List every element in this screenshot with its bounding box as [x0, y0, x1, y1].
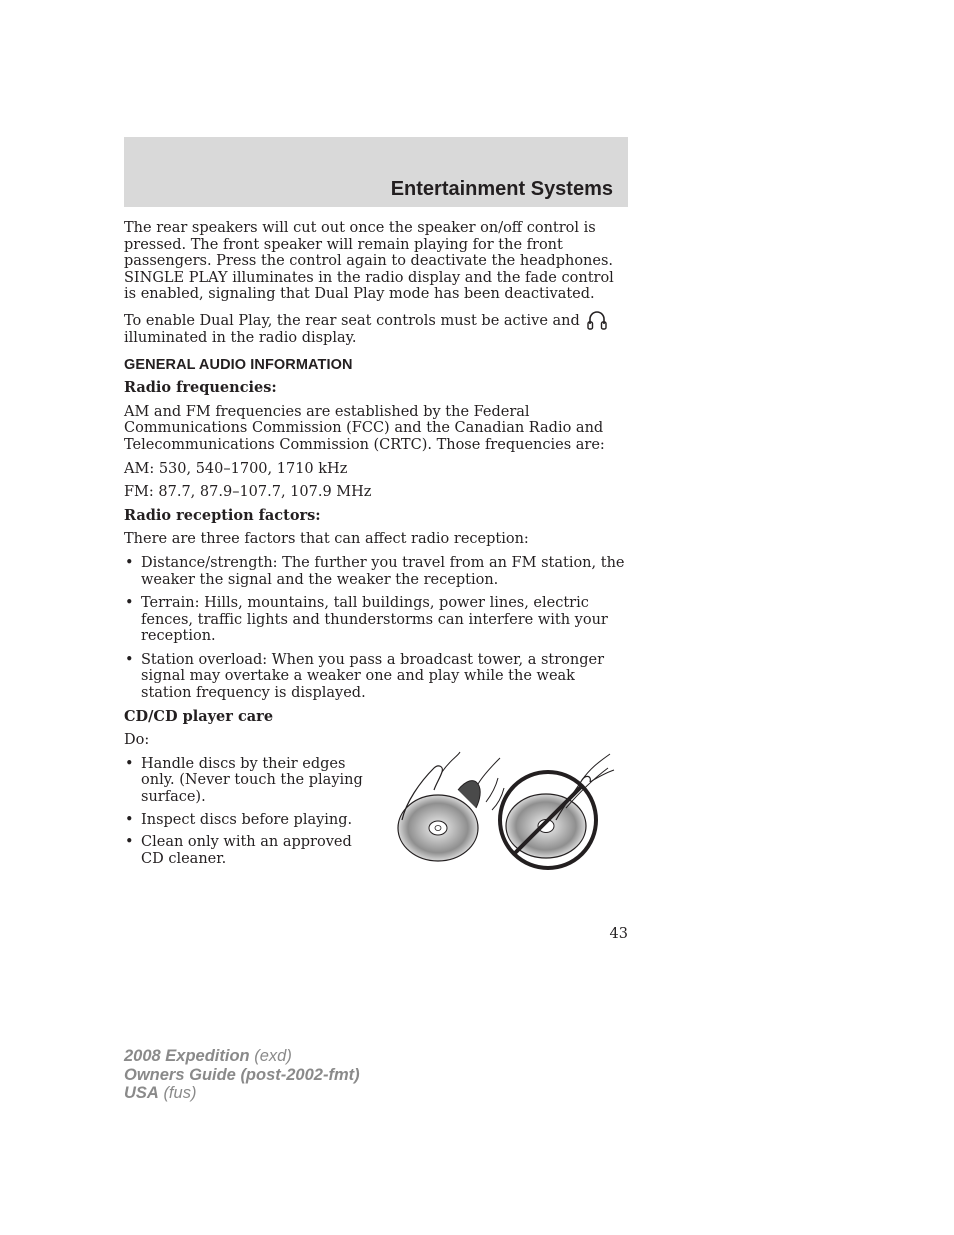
- footer-model: 2008 Expedition: [124, 1047, 250, 1065]
- list-item: [124, 812, 374, 829]
- paragraph-speakers: The rear speakers will cut out once the speaker on/off control is pressed. The front speaker will remain playing for the front passengers. Press the control again to deactivate the headphones. SINGLE PLAY illuminates in the radio display and the fade control is enabled, signaling that Dual Play mode has been deactivated.: [124, 220, 614, 303]
- dual-play-text-after: illuminated in the radio display.: [124, 329, 357, 346]
- list-item: [124, 652, 628, 702]
- incorrect-handling-disc: [500, 754, 614, 868]
- cd-do-label: Do:: [124, 732, 150, 749]
- cd-care-list: [124, 756, 374, 868]
- list-item: [124, 834, 374, 867]
- header-band: [124, 137, 628, 207]
- list-item: [124, 756, 374, 806]
- footer-line-1: [124, 1047, 360, 1066]
- footer-market-code: (fus): [163, 1084, 197, 1102]
- footer-line-2: Owners Guide (post-2002-fmt): [124, 1065, 360, 1084]
- list-item-text: Distance/strength: The further you travel from an FM station, the weaker the signal and the weaker the reception.: [141, 554, 625, 588]
- page-title: Entertainment Systems: [390, 178, 613, 200]
- correct-handling-disc: [398, 752, 504, 861]
- footer-line-3: [124, 1084, 360, 1103]
- cd-care-section: [124, 756, 628, 868]
- paragraph-dual-play: [124, 310, 628, 347]
- list-item-text: Terrain: Hills, mountains, tall buildings, power lines, electric fences, traffic lights and thunderstorms can interfere with your reception.: [141, 595, 608, 645]
- bullet-marker: •: [125, 755, 134, 772]
- reception-heading: Radio reception factors:: [124, 506, 321, 524]
- radio-frequencies-text: AM and FM frequencies are established by the Federal Communications Commission (FCC) and the Canadian Radio and Telecommunications Commission (CRTC). Those frequencies are:: [124, 403, 605, 453]
- radio-frequencies-heading: Radio frequencies:: [124, 379, 277, 397]
- cd-handling-illustration: [396, 750, 630, 874]
- bullet-marker: •: [125, 651, 134, 668]
- fm-frequencies: FM: 87.7, 87.9–107.7, 107.9 MHz: [124, 484, 372, 501]
- list-item-text: Inspect discs before playing.: [141, 811, 353, 828]
- bullet-marker: •: [125, 595, 134, 612]
- reception-list: [124, 555, 628, 702]
- cd-care-heading: CD/CD player care: [124, 707, 274, 725]
- footer-market: USA: [124, 1084, 159, 1102]
- footer-model-code: (exd): [254, 1047, 292, 1065]
- section-heading: GENERAL AUDIO INFORMATION: [124, 356, 353, 373]
- list-item: [124, 555, 628, 588]
- list-item-text: Handle discs by their edges only. (Never touch the playing surface).: [141, 755, 363, 806]
- bullet-marker: •: [125, 554, 134, 571]
- dual-play-text-before: To enable Dual Play, the rear seat controls must be active and: [124, 312, 580, 329]
- bullet-marker: •: [125, 811, 134, 828]
- am-frequencies: AM: 530, 540–1700, 1710 kHz: [124, 460, 348, 477]
- list-item: [124, 595, 628, 645]
- main-content: [124, 220, 628, 874]
- page-number: 43: [609, 926, 628, 942]
- bullet-marker: •: [125, 834, 134, 851]
- list-item-text: Station overload: When you pass a broadcast tower, a stronger signal may overtake a weaker one and play while the weak station frequency is displayed.: [141, 651, 605, 702]
- reception-intro: There are three factors that can affect radio reception:: [124, 531, 529, 548]
- document-footer: [124, 1047, 360, 1103]
- list-item-text: Clean only with an approved CD cleaner.: [141, 834, 352, 867]
- headphones-icon: [586, 310, 608, 330]
